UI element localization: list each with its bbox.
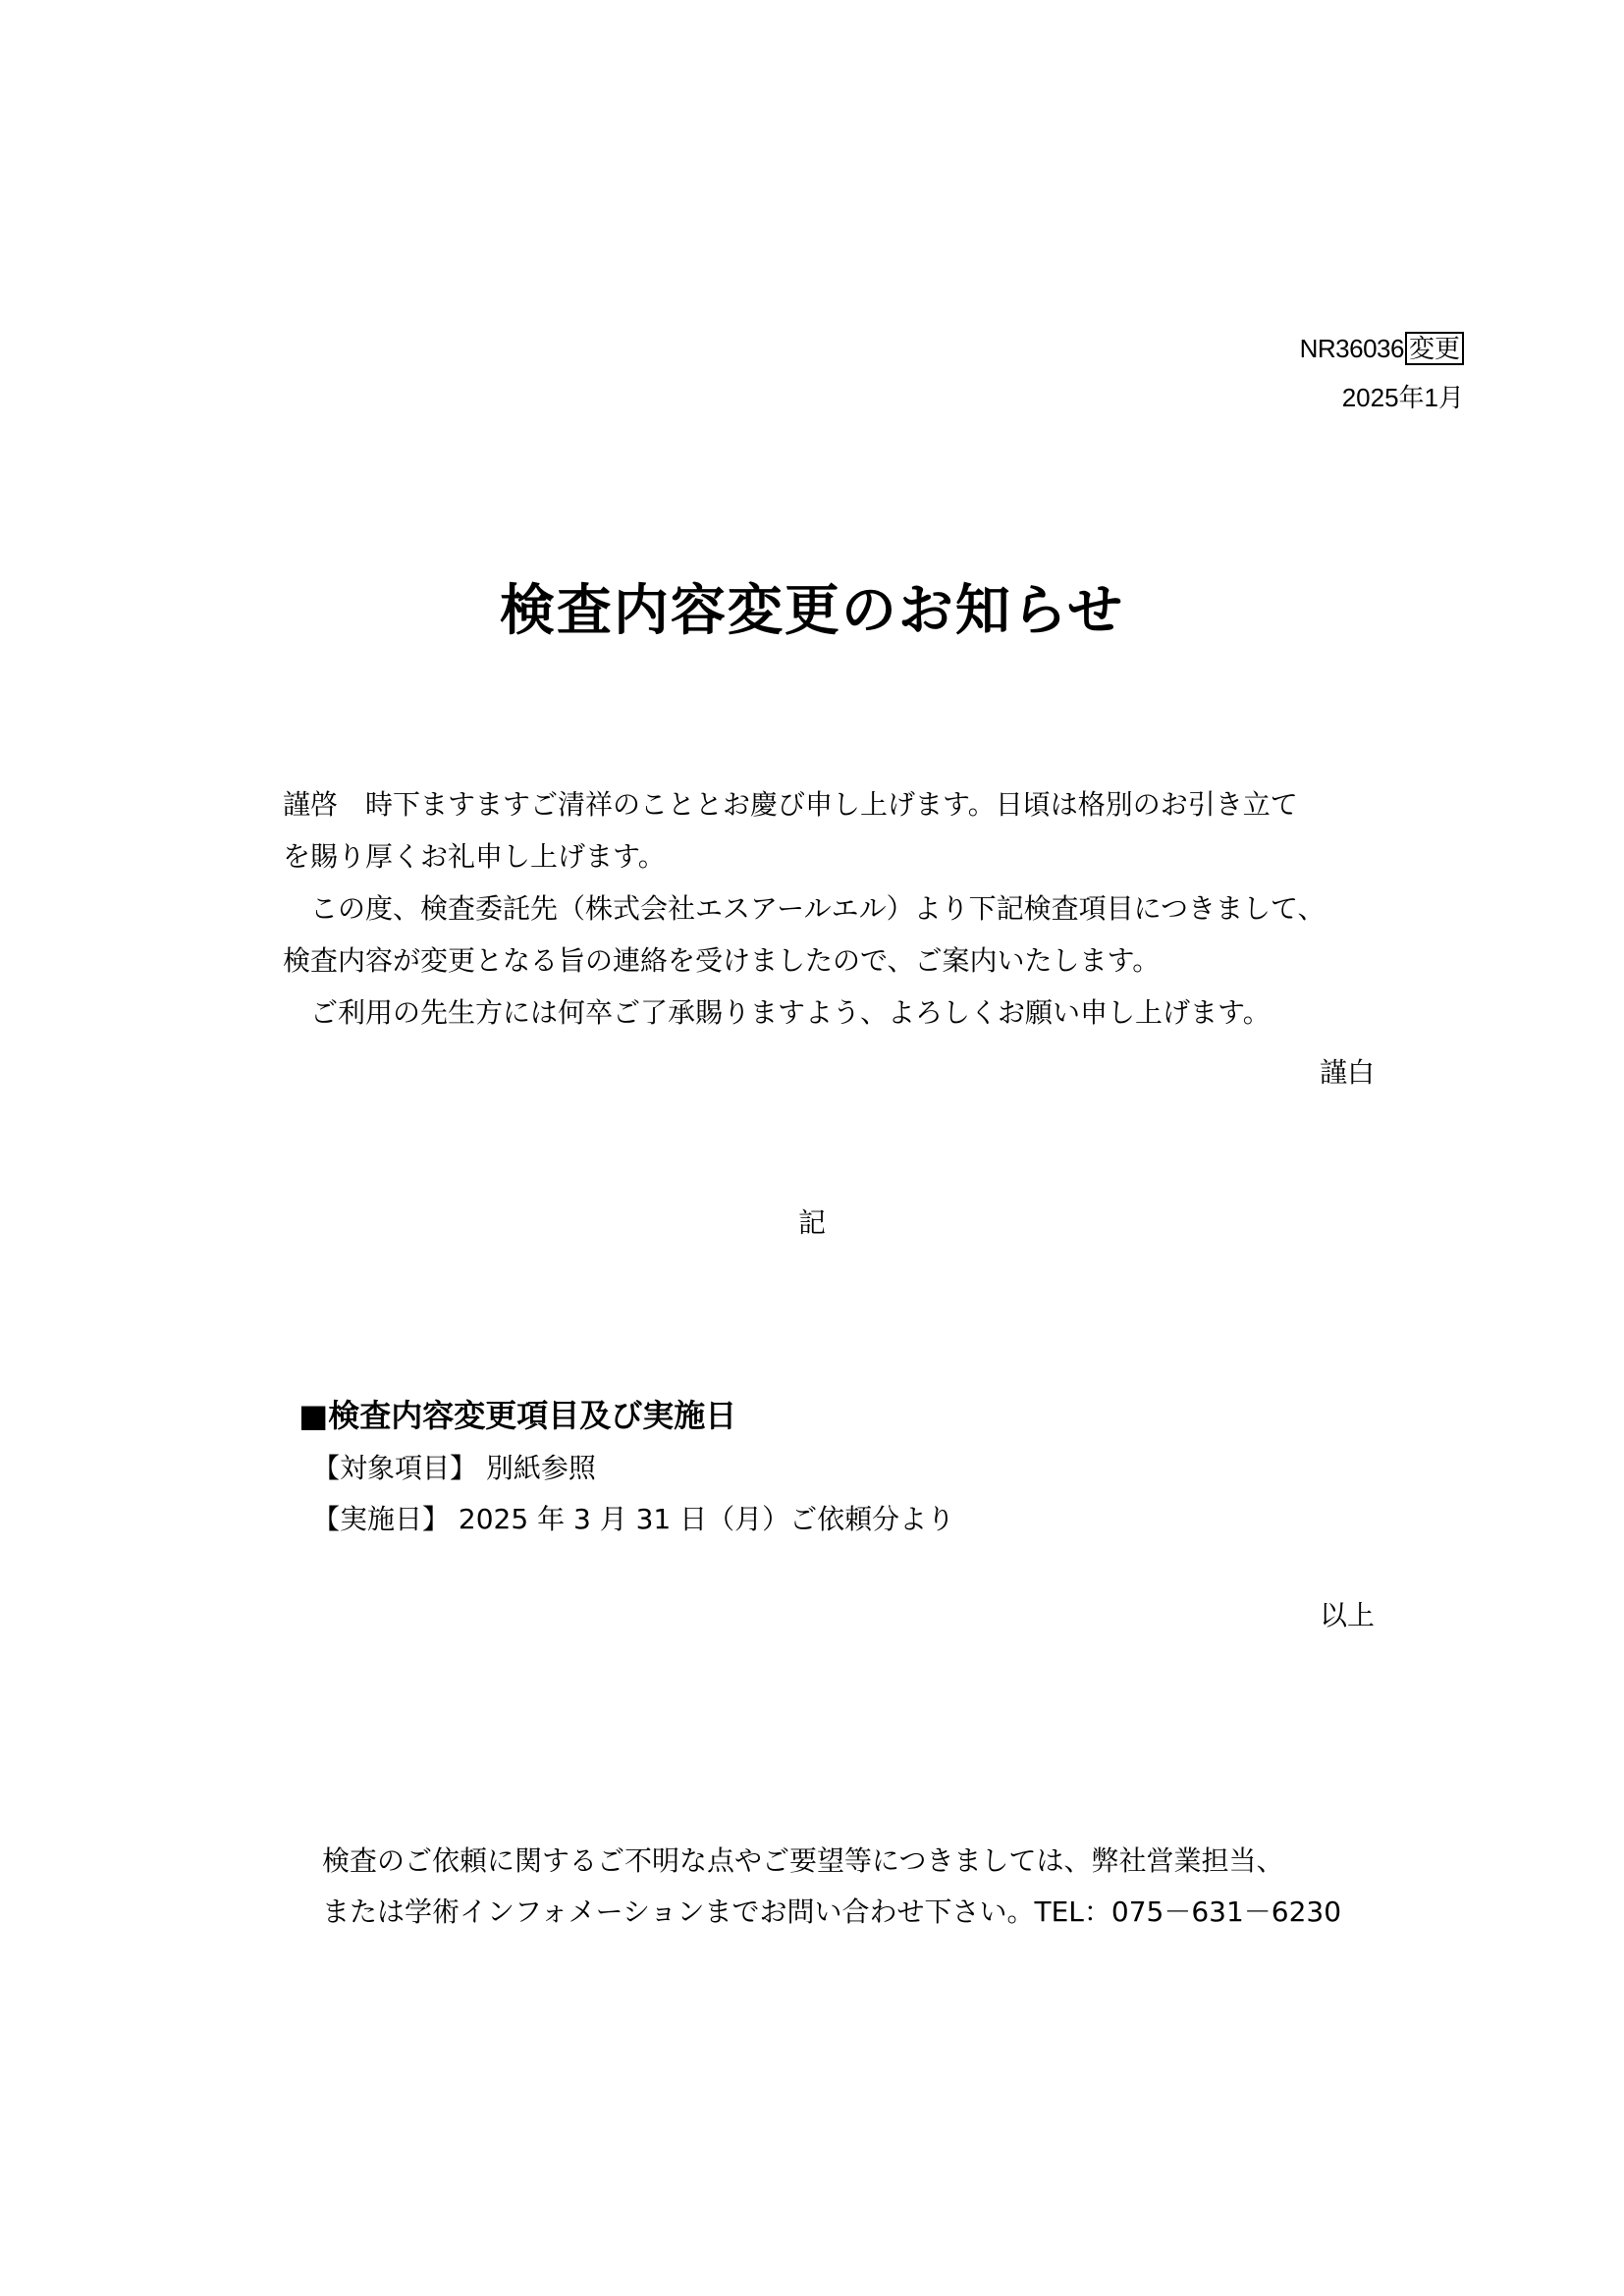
greeting-line-3: この度、検査委託先（株式会社エスアールエル）より下記検査項目につきまして、 [283,892,1326,925]
document-number [1300,332,1464,365]
change-tag: 変更 [1405,332,1464,365]
greeting-line-5: ご利用の先生方には何卒ご了承賜りますよう、よろしくお願い申し上げます。 [283,996,1271,1029]
contact-line-2: または学術インフォメーションまでお問い合わせ下さい。TEL：075－631－6230 [322,1896,1342,1928]
section-heading: ■検査内容変更項目及び実施日 [298,1397,737,1434]
implementation-date-value: 2025 年 3 月 31 日（月）ご依頼分より [458,1503,955,1535]
end-mark: 以上 [1319,1599,1375,1631]
implementation-date-label: 【実施日】 [312,1503,451,1535]
closing-word: 謹白 [1319,1056,1375,1089]
target-items-row [312,1451,596,1486]
page-title: 検査内容変更のお知らせ [499,579,1125,643]
document-date: 2025年1月 [1341,383,1464,412]
implementation-date-row [312,1502,954,1537]
document-code: NR36036 [1299,334,1404,363]
target-items-label: 【対象項目】 [312,1452,478,1484]
target-items-value: 別紙参照 [485,1452,596,1484]
greeting-line-2: を賜り厚くお礼申し上げます。 [283,840,666,873]
greeting-line-4: 検査内容が変更となる旨の連絡を受けましたので、ご案内いたします。 [283,944,1161,977]
contact-line-1: 検査のご依頼に関するご不明な点やご要望等につきましては、弊社営業担当、 [322,1844,1284,1877]
ki-marker: 記 [797,1206,826,1239]
greeting-line-1: 謹啓 時下ますますご清祥のこととお慶び申し上げます。日頃は格別のお引き立て [283,788,1298,821]
